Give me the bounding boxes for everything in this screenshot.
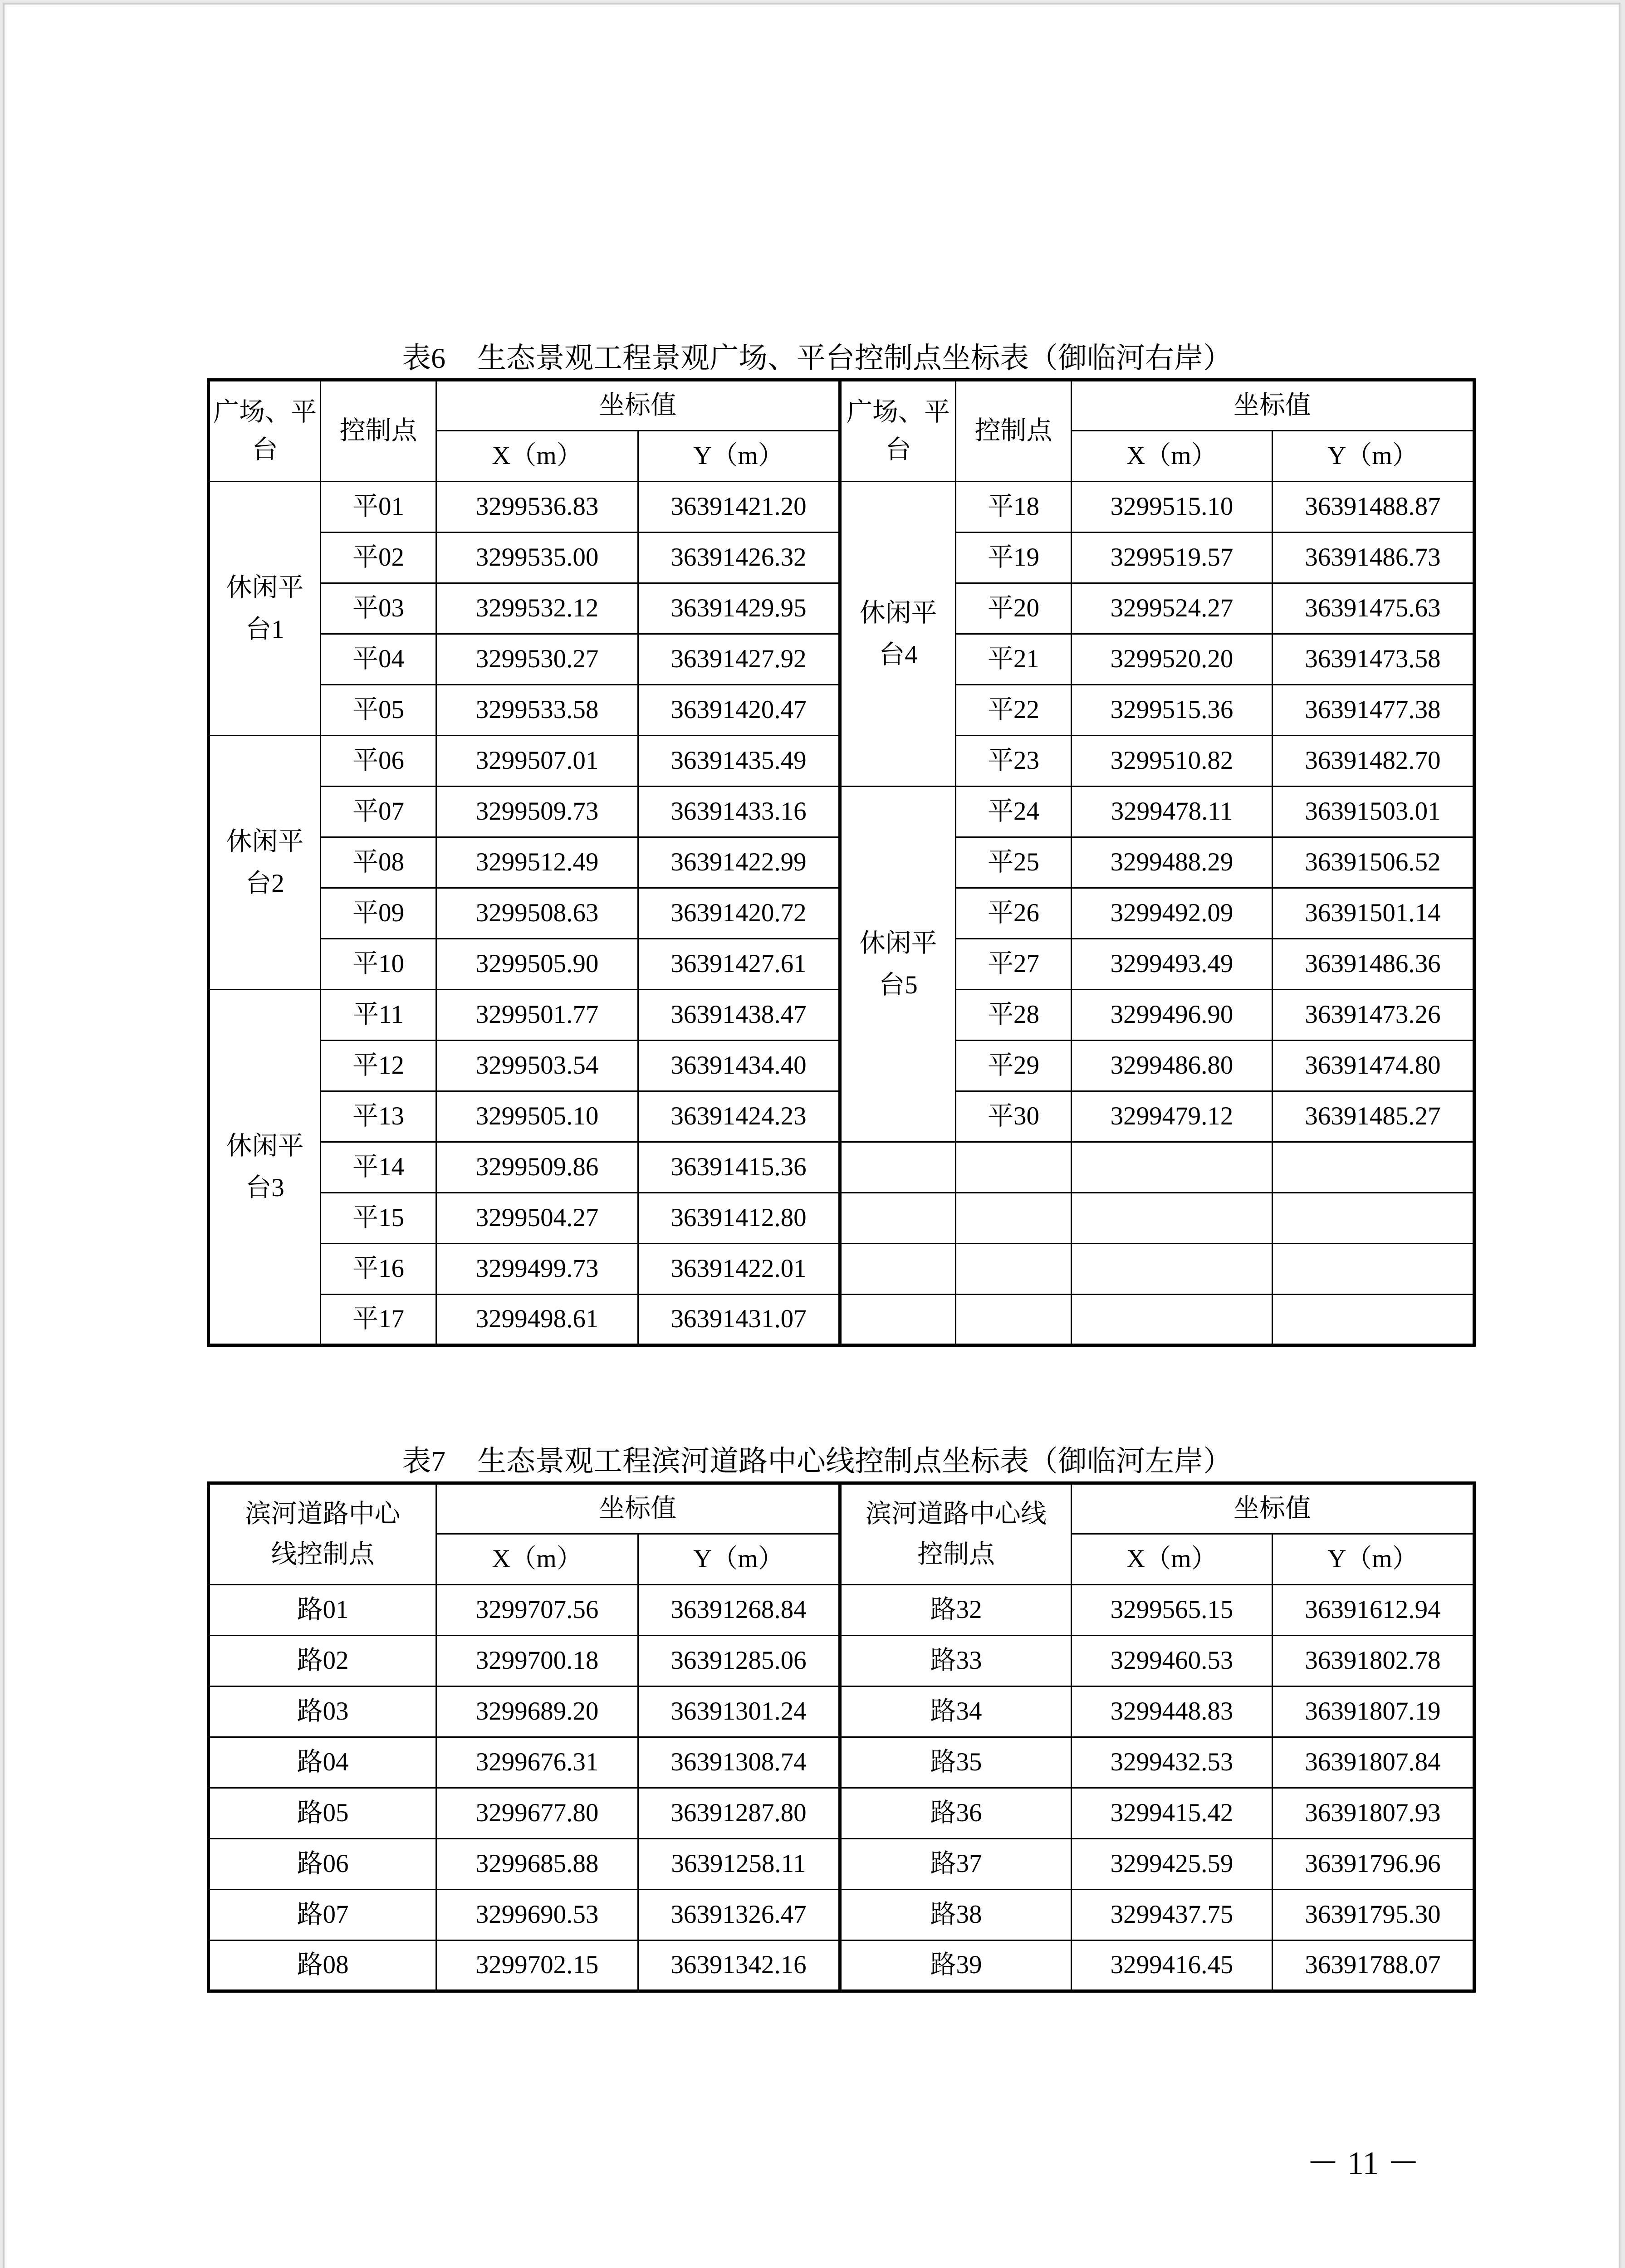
point-id-cell: 平04 [321, 634, 436, 685]
y-value-cell: 36391415.36 [638, 1142, 840, 1193]
header-x-left: X（m） [436, 431, 638, 482]
point-id-cell: 平17 [321, 1295, 436, 1345]
table7-caption-text: 生态景观工程滨河道路中心线控制点坐标表（御临河左岸） [477, 1445, 1232, 1477]
point-id-cell: 平25 [956, 837, 1072, 888]
x-value-cell: 3299510.82 [1072, 736, 1273, 787]
x-value-cell: 3299416.45 [1072, 1941, 1273, 1991]
x-value-cell: 3299509.73 [436, 787, 638, 837]
x-value-cell: 3299515.10 [1072, 482, 1273, 533]
point-id-cell: 平18 [956, 482, 1072, 533]
x-value-cell: 3299432.53 [1072, 1737, 1273, 1788]
point-id-cell: 平05 [321, 685, 436, 736]
y-value-cell: 36391412.80 [638, 1193, 840, 1244]
x-value-cell: 3299498.61 [436, 1295, 638, 1345]
y-value-cell: 36391807.93 [1273, 1788, 1474, 1839]
header-group-right: 广场、平台 [840, 380, 956, 482]
x-value-cell: 3299479.12 [1072, 1091, 1273, 1142]
header-coord-left: 坐标值 [436, 380, 840, 431]
y-value-cell: 36391431.07 [638, 1295, 840, 1345]
point-id-cell: 平07 [321, 787, 436, 837]
point-id-cell: 路07 [209, 1890, 436, 1941]
point-id-cell: 路04 [209, 1737, 436, 1788]
point-id-cell: 平10 [321, 939, 436, 990]
x-value-cell: 3299415.42 [1072, 1788, 1273, 1839]
table-row [209, 482, 1474, 533]
table6-caption-text: 生态景观工程景观广场、平台控制点坐标表（御临河右岸） [477, 342, 1232, 374]
y-value-cell: 36391287.80 [638, 1788, 840, 1839]
x-value-cell: 3299533.58 [436, 685, 638, 736]
x-value-cell: 3299505.90 [436, 939, 638, 990]
group-cell: 休闲平台1 [209, 482, 321, 736]
y-value-cell: 36391477.38 [1273, 685, 1474, 736]
table-row [209, 1737, 1474, 1788]
y-value-cell: 36391326.47 [638, 1890, 840, 1941]
y-value-cell: 36391258.11 [638, 1839, 840, 1890]
point-id-cell: 平06 [321, 736, 436, 787]
document-page [3, 3, 1620, 2268]
y-value-cell: 36391422.99 [638, 837, 840, 888]
table-row [209, 787, 1474, 837]
table-row [209, 1686, 1474, 1737]
point-id-cell: 平16 [321, 1244, 436, 1295]
point-id-cell: 路33 [840, 1636, 1072, 1686]
x-value-cell: 3299501.77 [436, 990, 638, 1041]
empty-cell [1072, 1142, 1273, 1193]
x-value-cell: 3299700.18 [436, 1636, 638, 1686]
table6-caption-number: 表6 [402, 342, 445, 374]
point-id-cell: 平09 [321, 888, 436, 939]
x-value-cell: 3299707.56 [436, 1585, 638, 1636]
y-value-cell: 36391429.95 [638, 583, 840, 634]
x-value-cell: 3299676.31 [436, 1737, 638, 1788]
x-value-cell: 3299496.90 [1072, 990, 1273, 1041]
x-value-cell: 3299448.83 [1072, 1686, 1273, 1737]
empty-cell [840, 1193, 956, 1244]
empty-cell [1273, 1193, 1474, 1244]
x-value-cell: 3299507.01 [436, 736, 638, 787]
x-value-cell: 3299493.49 [1072, 939, 1273, 990]
point-id-cell: 路37 [840, 1839, 1072, 1890]
y-value-cell: 36391427.61 [638, 939, 840, 990]
y-value-cell: 36391473.26 [1273, 990, 1474, 1041]
y-value-cell: 36391438.47 [638, 990, 840, 1041]
x-value-cell: 3299535.00 [436, 533, 638, 583]
point-id-cell: 路35 [840, 1737, 1072, 1788]
y-value-cell: 36391788.07 [1273, 1941, 1474, 1991]
y-value-cell: 36391488.87 [1273, 482, 1474, 533]
x-value-cell: 3299478.11 [1072, 787, 1273, 837]
x-value-cell: 3299460.53 [1072, 1636, 1273, 1686]
point-id-cell: 平30 [956, 1091, 1072, 1142]
header-coord-right: 坐标值 [1072, 380, 1474, 431]
group-cell: 休闲平台3 [209, 990, 321, 1345]
header-y-right: Y（m） [1273, 431, 1474, 482]
page-number: － 11 － [1307, 2145, 1420, 2181]
y-value-cell: 36391420.47 [638, 685, 840, 736]
header-coord-left: 坐标值 [436, 1483, 840, 1534]
point-id-cell: 平12 [321, 1041, 436, 1091]
y-value-cell: 36391421.20 [638, 482, 840, 533]
y-value-cell: 36391268.84 [638, 1585, 840, 1636]
y-value-cell: 36391427.92 [638, 634, 840, 685]
point-id-cell: 路08 [209, 1941, 436, 1991]
point-id-cell: 平26 [956, 888, 1072, 939]
table-row [209, 1585, 1474, 1636]
x-value-cell: 3299689.20 [436, 1686, 638, 1737]
group-cell: 休闲平台4 [840, 482, 956, 787]
x-value-cell: 3299488.29 [1072, 837, 1273, 888]
x-value-cell: 3299425.59 [1072, 1839, 1273, 1890]
y-value-cell: 36391486.73 [1273, 533, 1474, 583]
y-value-cell: 36391342.16 [638, 1941, 840, 1991]
empty-cell [1072, 1244, 1273, 1295]
empty-cell [956, 1193, 1072, 1244]
y-value-cell: 36391807.84 [1273, 1737, 1474, 1788]
point-id-cell: 平22 [956, 685, 1072, 736]
y-value-cell: 36391807.19 [1273, 1686, 1474, 1737]
point-id-cell: 路32 [840, 1585, 1072, 1636]
table-row [209, 1193, 1474, 1244]
x-value-cell: 3299524.27 [1072, 583, 1273, 634]
y-value-cell: 36391424.23 [638, 1091, 840, 1142]
header-point-right: 滨河道路中心线控制点 [840, 1483, 1072, 1585]
group-cell: 休闲平台2 [209, 736, 321, 990]
x-value-cell: 3299532.12 [436, 583, 638, 634]
point-id-cell: 平20 [956, 583, 1072, 634]
x-value-cell: 3299515.36 [1072, 685, 1273, 736]
table-row [209, 1788, 1474, 1839]
empty-cell [956, 1244, 1072, 1295]
table-row [209, 1244, 1474, 1295]
point-id-cell: 路01 [209, 1585, 436, 1636]
point-id-cell: 平03 [321, 583, 436, 634]
point-id-cell: 平23 [956, 736, 1072, 787]
header-point-left: 控制点 [321, 380, 436, 482]
table6-caption [5, 335, 1625, 376]
y-value-cell: 36391433.16 [638, 787, 840, 837]
table-row [209, 1941, 1474, 1991]
table7 [207, 1481, 1476, 1993]
y-value-cell: 36391501.14 [1273, 888, 1474, 939]
table7-caption [5, 1438, 1625, 1480]
y-value-cell: 36391308.74 [638, 1737, 840, 1788]
empty-cell [840, 1142, 956, 1193]
x-value-cell: 3299512.49 [436, 837, 638, 888]
y-value-cell: 36391802.78 [1273, 1636, 1474, 1686]
x-value-cell: 3299508.63 [436, 888, 638, 939]
empty-cell [956, 1142, 1072, 1193]
y-value-cell: 36391301.24 [638, 1686, 840, 1737]
empty-cell [956, 1295, 1072, 1345]
empty-cell [1072, 1193, 1273, 1244]
table-row [209, 1890, 1474, 1941]
point-id-cell: 平15 [321, 1193, 436, 1244]
point-id-cell: 平21 [956, 634, 1072, 685]
x-value-cell: 3299492.09 [1072, 888, 1273, 939]
table6 [207, 378, 1476, 1347]
empty-cell [840, 1244, 956, 1295]
y-value-cell: 36391420.72 [638, 888, 840, 939]
x-value-cell: 3299499.73 [436, 1244, 638, 1295]
header-x-right: X（m） [1072, 1534, 1273, 1585]
empty-cell [1273, 1142, 1474, 1193]
point-id-cell: 平29 [956, 1041, 1072, 1091]
header-group-left: 广场、平台 [209, 380, 321, 482]
point-id-cell: 路02 [209, 1636, 436, 1686]
table-row [209, 1295, 1474, 1345]
header-y-right: Y（m） [1273, 1534, 1474, 1585]
point-id-cell: 平27 [956, 939, 1072, 990]
y-value-cell: 36391506.52 [1273, 837, 1474, 888]
x-value-cell: 3299519.57 [1072, 533, 1273, 583]
point-id-cell: 路06 [209, 1839, 436, 1890]
empty-cell [840, 1295, 956, 1345]
x-value-cell: 3299437.75 [1072, 1890, 1273, 1941]
y-value-cell: 36391612.94 [1273, 1585, 1474, 1636]
point-id-cell: 平19 [956, 533, 1072, 583]
table-row [209, 1839, 1474, 1890]
x-value-cell: 3299536.83 [436, 482, 638, 533]
y-value-cell: 36391285.06 [638, 1636, 840, 1686]
point-id-cell: 路38 [840, 1890, 1072, 1941]
x-value-cell: 3299685.88 [436, 1839, 638, 1890]
point-id-cell: 平28 [956, 990, 1072, 1041]
table7-caption-number: 表7 [402, 1445, 445, 1477]
table-row [209, 1636, 1474, 1686]
x-value-cell: 3299565.15 [1072, 1585, 1273, 1636]
x-value-cell: 3299530.27 [436, 634, 638, 685]
x-value-cell: 3299702.15 [436, 1941, 638, 1991]
point-id-cell: 平08 [321, 837, 436, 888]
header-coord-right: 坐标值 [1072, 1483, 1474, 1534]
point-id-cell: 平11 [321, 990, 436, 1041]
point-id-cell: 平02 [321, 533, 436, 583]
header-y-left: Y（m） [638, 1534, 840, 1585]
x-value-cell: 3299504.27 [436, 1193, 638, 1244]
header-point-right: 控制点 [956, 380, 1072, 482]
x-value-cell: 3299505.10 [436, 1091, 638, 1142]
point-id-cell: 路03 [209, 1686, 436, 1737]
point-id-cell: 平13 [321, 1091, 436, 1142]
point-id-cell: 路05 [209, 1788, 436, 1839]
y-value-cell: 36391503.01 [1273, 787, 1474, 837]
y-value-cell: 36391474.80 [1273, 1041, 1474, 1091]
group-cell: 休闲平台5 [840, 787, 956, 1142]
x-value-cell: 3299486.80 [1072, 1041, 1273, 1091]
y-value-cell: 36391434.40 [638, 1041, 840, 1091]
table-row [209, 1142, 1474, 1193]
y-value-cell: 36391435.49 [638, 736, 840, 787]
point-id-cell: 路34 [840, 1686, 1072, 1737]
y-value-cell: 36391475.63 [1273, 583, 1474, 634]
point-id-cell: 平14 [321, 1142, 436, 1193]
point-id-cell: 平01 [321, 482, 436, 533]
y-value-cell: 36391486.36 [1273, 939, 1474, 990]
x-value-cell: 3299520.20 [1072, 634, 1273, 685]
y-value-cell: 36391485.27 [1273, 1091, 1474, 1142]
y-value-cell: 36391473.58 [1273, 634, 1474, 685]
point-id-cell: 路36 [840, 1788, 1072, 1839]
y-value-cell: 36391796.96 [1273, 1839, 1474, 1890]
header-point-left: 滨河道路中心线控制点 [209, 1483, 436, 1585]
y-value-cell: 36391426.32 [638, 533, 840, 583]
x-value-cell: 3299503.54 [436, 1041, 638, 1091]
empty-cell [1273, 1244, 1474, 1295]
empty-cell [1273, 1295, 1474, 1345]
header-x-right: X（m） [1072, 431, 1273, 482]
empty-cell [1072, 1295, 1273, 1345]
x-value-cell: 3299677.80 [436, 1788, 638, 1839]
point-id-cell: 平24 [956, 787, 1072, 837]
point-id-cell: 路39 [840, 1941, 1072, 1991]
y-value-cell: 36391795.30 [1273, 1890, 1474, 1941]
header-x-left: X（m） [436, 1534, 638, 1585]
y-value-cell: 36391482.70 [1273, 736, 1474, 787]
y-value-cell: 36391422.01 [638, 1244, 840, 1295]
x-value-cell: 3299509.86 [436, 1142, 638, 1193]
header-y-left: Y（m） [638, 431, 840, 482]
x-value-cell: 3299690.53 [436, 1890, 638, 1941]
